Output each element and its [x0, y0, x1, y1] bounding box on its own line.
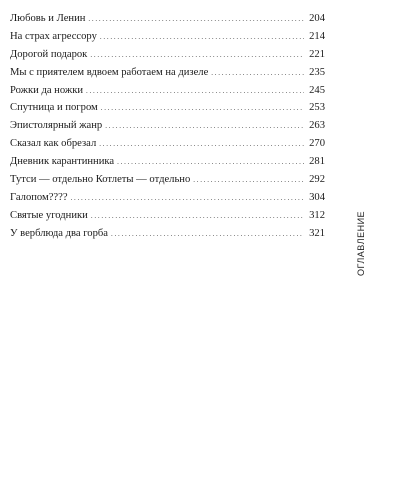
toc-dot-leader [71, 189, 304, 208]
toc-entry [10, 28, 325, 46]
toc-entry [10, 64, 325, 82]
toc-entry-title: Святые угодники [10, 209, 88, 221]
toc-entry [10, 117, 325, 135]
toc-entry [10, 10, 325, 28]
toc-entry-page-number: 292 [309, 174, 325, 186]
toc-entry-page-number: 270 [309, 138, 325, 150]
toc-entry-title: Спутница и погром [10, 102, 98, 114]
toc-entry-page-number: 204 [309, 13, 325, 24]
toc-dot-leader [211, 64, 304, 83]
toc-entry-page-number: 312 [309, 209, 325, 221]
toc-entry [10, 207, 325, 225]
toc-entry [10, 82, 325, 100]
toc-entry [10, 46, 325, 64]
toc-dot-leader [91, 207, 304, 226]
toc-entry [10, 135, 325, 153]
toc-dot-leader [86, 82, 304, 101]
toc-entry-title: Сказал как обрезал [10, 138, 97, 150]
toc-entry [10, 153, 325, 171]
toc-dot-leader [90, 46, 304, 65]
toc-entry-page-number: 304 [309, 191, 325, 203]
toc-entry-page-number: 245 [309, 84, 325, 96]
toc-dot-leader [101, 99, 304, 118]
section-label: ОГЛАВЛЕНИЕ [356, 210, 366, 276]
toc-dot-leader [99, 135, 304, 154]
toc-entry [10, 99, 325, 117]
toc-entry-page-number: 221 [309, 48, 325, 60]
toc-entry-title: Дорогой подарок [10, 48, 88, 60]
toc-dot-leader [111, 225, 304, 244]
toc-dot-leader [117, 153, 304, 172]
toc-entry [10, 225, 325, 243]
toc-entry-title: Галопом???? [10, 191, 68, 203]
toc-dot-leader [100, 28, 304, 47]
toc-entry-page-number: 214 [309, 30, 325, 42]
toc-dot-leader [193, 171, 304, 190]
toc-entry-title: У верблюда два горба [10, 227, 108, 239]
toc-entry-title: На страх агрессору [10, 30, 97, 42]
toc-dot-leader [105, 117, 304, 136]
toc-entry-page-number: 253 [309, 102, 325, 114]
toc-dot-leader [88, 10, 304, 29]
toc-entry-title: Дневник карантинника [10, 156, 115, 168]
table-of-contents [10, 10, 325, 243]
toc-entry-page-number: 281 [309, 156, 325, 168]
toc-entry-title: Рожки да ножки [10, 84, 84, 96]
toc-entry-title: Эпистолярный жанр [10, 120, 103, 132]
toc-entry-title: Мы с приятелем вдвоем работаем на дизеле [10, 66, 209, 78]
toc-entry [10, 189, 325, 207]
toc-entry-title: Тутси — отдельно Котлеты — отдельно [10, 174, 191, 186]
toc-entry-page-number: 321 [309, 227, 325, 239]
toc-entry-title: Любовь и Ленин [10, 13, 86, 24]
toc-entry-page-number: 263 [309, 120, 325, 132]
toc-entry [10, 171, 325, 189]
toc-entry-page-number: 235 [309, 66, 325, 78]
